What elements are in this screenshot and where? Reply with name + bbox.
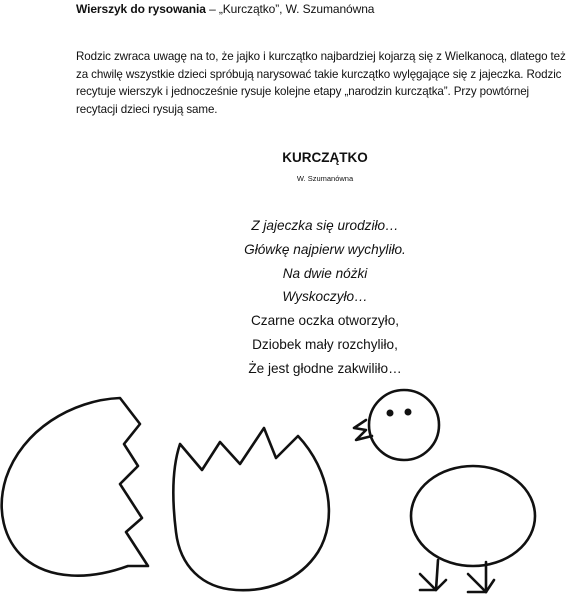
poem-line: Z jajeczka się urodziło… [251, 218, 399, 233]
chick-eye-left [387, 410, 394, 417]
chick-foot-left [420, 574, 436, 590]
header-title-rest: – „Kurczątko”, W. Szumanówna [205, 2, 375, 16]
header-title-bold: Wierszyk do rysowania [76, 2, 206, 16]
chick-eye-right [405, 409, 412, 416]
cracked-egg-drawing [173, 428, 329, 590]
poem-line: Na dwie nóżki [282, 265, 368, 281]
poem-line: Główkę najpierw wychyliło. [244, 241, 406, 257]
intro-paragraph: Rodzic zwraca uwagę na to, że jajko i kurczątko najbardziej kojarzą się z Wielkanocą, dlatego też za chwilę wszystkie dzieci spróbują narysować takie kurczątko wylęgające się z jajeczka. Rodzic recytuje wierszyk i jednocześnie rysuje kolejne etapy „narodzin kurczątka”. Przy powtórnej recytacji dzieci rysują same. [76, 50, 566, 116]
chick-body [411, 466, 535, 566]
broken-egg-shell-drawing [2, 398, 148, 576]
chick-drawing [354, 390, 535, 592]
poem-line: Wyskoczyło… [282, 289, 368, 305]
poem-line: Czarne oczka otworzyło, [250, 313, 400, 329]
chick-head [369, 390, 439, 460]
poem-title: KURCZĄTKO [282, 150, 368, 165]
chick-foot-right [468, 574, 486, 592]
poem-line: Dziobek mały rozchyliło, [252, 336, 398, 352]
poem-line: Że jest głodne zakwiliło… [248, 360, 402, 376]
poem-author: W. Szumanówna [296, 174, 354, 183]
chick-leg-left [436, 560, 438, 590]
